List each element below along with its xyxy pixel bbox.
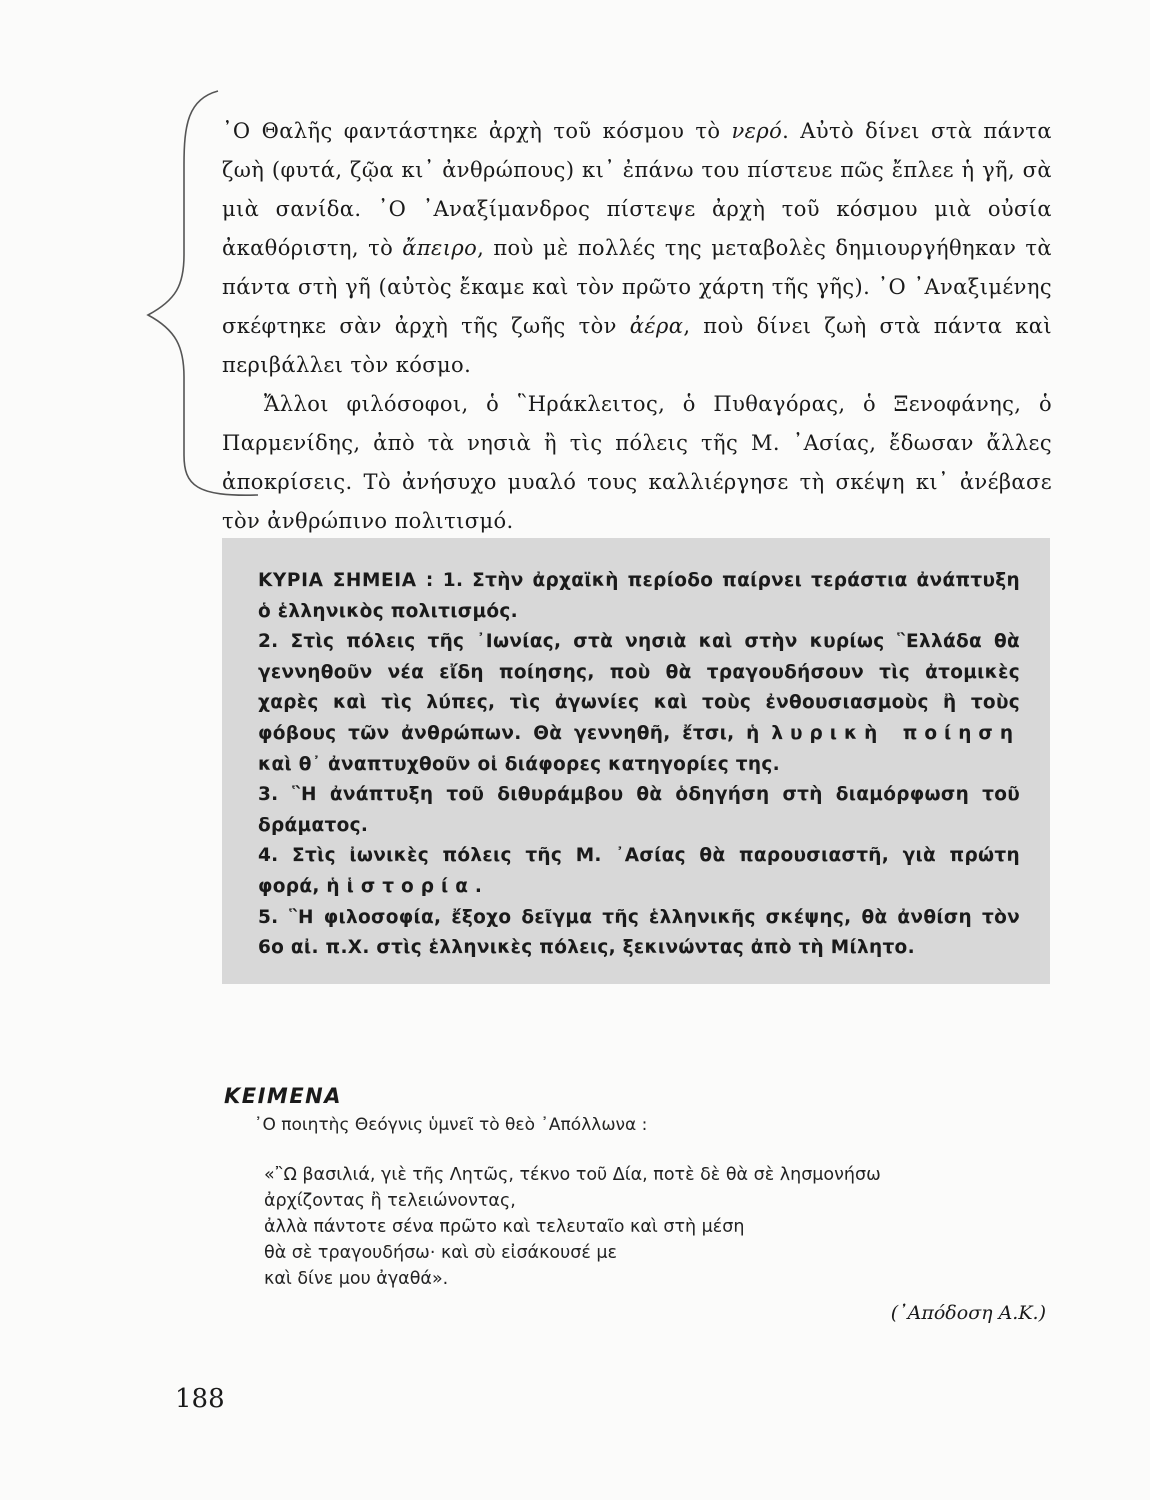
key-point-2 <box>258 627 1020 780</box>
key-point-3: 3. ῝Η ἀνάπτυξη τοῦ διθυράμβου θὰ ὁδηγήση στὴ διαμόρφωση τοῦ δράματος. <box>258 784 1020 836</box>
key-point-4 <box>258 841 1020 902</box>
key-points-title: ΚΥΡΙΑ ΣΗΜΕΙΑ : <box>258 570 434 591</box>
key-point-1 <box>258 566 1020 627</box>
poem-line: «῍Ω βασιλιά, γιὲ τῆς Λητῶς, τέκνο τοῦ Δία, ποτὲ δὲ θὰ σὲ λησμονήσω <box>264 1165 881 1185</box>
key-point-text: 4. Στὶς ἰωνικὲς πόλεις τῆς Μ. ᾿Ασίας θὰ παρουσιαστῆ, γιὰ πρώτη φορά, ἡ <box>258 845 1020 897</box>
translation-attribution: (᾿Απόδοση Α.Κ.) <box>890 1302 1046 1324</box>
poem-line: καὶ δίνε μου ἀγαθά». <box>264 1269 449 1289</box>
quote-intro: ᾿Ο ποιητὴς Θεόγνις ὑμνεῖ τὸ θεὸ ᾿Απόλλωνα : <box>254 1115 648 1135</box>
intro-paragraph-2: Ἄλλοι φιλόσοφοι, ὁ ῝Ηράκλειτος, ὁ Πυθαγόρας, ὁ Ξενοφάνης, ὁ Παρμενίδης, ἀπὸ τὰ νησιὰ ἢ τὶς πόλεις τῆς Μ. ᾿Ασίας, ἔδωσαν ἄλλες ἀποκρίσεις. Τὸ ἀνήσυχο μυαλό τους καλλιέργησε τὴ σκέψη κι᾿ ἀνέβασε τὸν ἀνθρώπινο πολιτισμό. <box>222 392 1052 533</box>
intro-text-segment: , ποὺ δίνει ζωὴ στὰ πάντα καὶ περιβάλλει τὸν κόσμο. <box>222 314 1052 377</box>
key-point-text: 2. Στὶς πόλεις τῆς ᾿Ιωνίας, στὰ νησιὰ καὶ στὴν κυρίως ῝Ελλάδα θὰ γεννηθοῦν νέα εἴδη ποίησης, ποὺ θὰ τραγουδήσουν τὶς ἀτομικὲς χαρὲς καὶ τὶς λύπες, τὶς ἀγωνίες καὶ τοὺς ἐνθουσιασμοὺς ἢ τοὺς φόβους τῶν ἀνθρώπων. Θὰ γεννηθῆ, ἔτσι, ἡ <box>258 631 1020 744</box>
poem-line: θὰ σὲ τραγουδήσω· καὶ σὺ εἰσάκουσέ με <box>264 1243 617 1263</box>
emphasis-history: ἱστορία <box>346 875 475 897</box>
intro-text <box>222 112 1052 541</box>
intro-text-segment: , ποὺ μὲ πολλές της μεταβολὲς δημιουργήθηκαν τὰ πάντα στὴ γῆ (αὐτὸς ἔκαμε καὶ τὸν πρῶτο χάρτη τῆς γῆς). ᾿Ο ᾿Αναξιμένης σκέφτηκε σὰν ἀρχὴ τῆς ζωῆς τὸν <box>222 236 1052 338</box>
emphasis-lyric-poetry: λυρικὴ ποίηση <box>771 722 1020 744</box>
key-point-5: 5. ῝Η φιλοσοφία, ἔξοχο δεῖγμα τῆς ἑλληνικῆς σκέψης, θὰ ἀνθίση τὸν 6ο αἰ. π.Χ. στὶς ἑλληνικὲς πόλεις, ξεκινώντας ἀπὸ τὴ Μίλητο. <box>258 906 1020 959</box>
poem-quote <box>264 1162 1054 1292</box>
intro-paragraph-1 <box>222 112 1052 385</box>
key-points-box <box>222 538 1050 984</box>
intro-text-segment: . Αὐτὸ δίνει στὰ πάντα ζωὴ (φυτά, ζῷα κι᾿ ἀνθρώπους) κι᾿ ἐπάνω του πίστευε πῶς ἔπλεε ἡ γῆ, σὰ μιὰ σανίδα. ᾿Ο ᾿Αναξίμανδρος πίστεψε ἀρχὴ τοῦ κόσμου μιὰ οὐσία ἀκαθόριστη, τὸ <box>222 119 1052 260</box>
emphasis-apeiron: ἄπειρο <box>402 236 478 260</box>
page-number: 188 <box>175 1384 225 1414</box>
texts-section-title: ΚΕΙΜΕΝΑ <box>224 1084 343 1108</box>
key-point-text: καὶ θ᾿ ἀναπτυχθοῦν οἱ διάφορες κατηγορίες της. <box>258 753 780 775</box>
key-point-text: 1. Στὴν ἀρχαϊκὴ περίοδο παίρνει τεράστια ἀνάπτυξη ὁ ἑλληνικὸς πολιτισμός. <box>258 570 1020 622</box>
key-point-text: . <box>474 875 483 897</box>
emphasis-air: ἀέρα <box>629 314 684 338</box>
poem-line: ἀρχίζοντας ἢ τελειώνοντας, <box>264 1191 516 1211</box>
poem-line: ἀλλὰ πάντοτε σένα πρῶτο καὶ τελευταῖο καὶ στὴ μέση <box>264 1217 745 1237</box>
emphasis-water: νερό <box>731 119 783 143</box>
intro-text-segment: ᾿Ο Θαλῆς φαντάστηκε ἀρχὴ τοῦ κόσμου τὸ <box>222 119 732 143</box>
